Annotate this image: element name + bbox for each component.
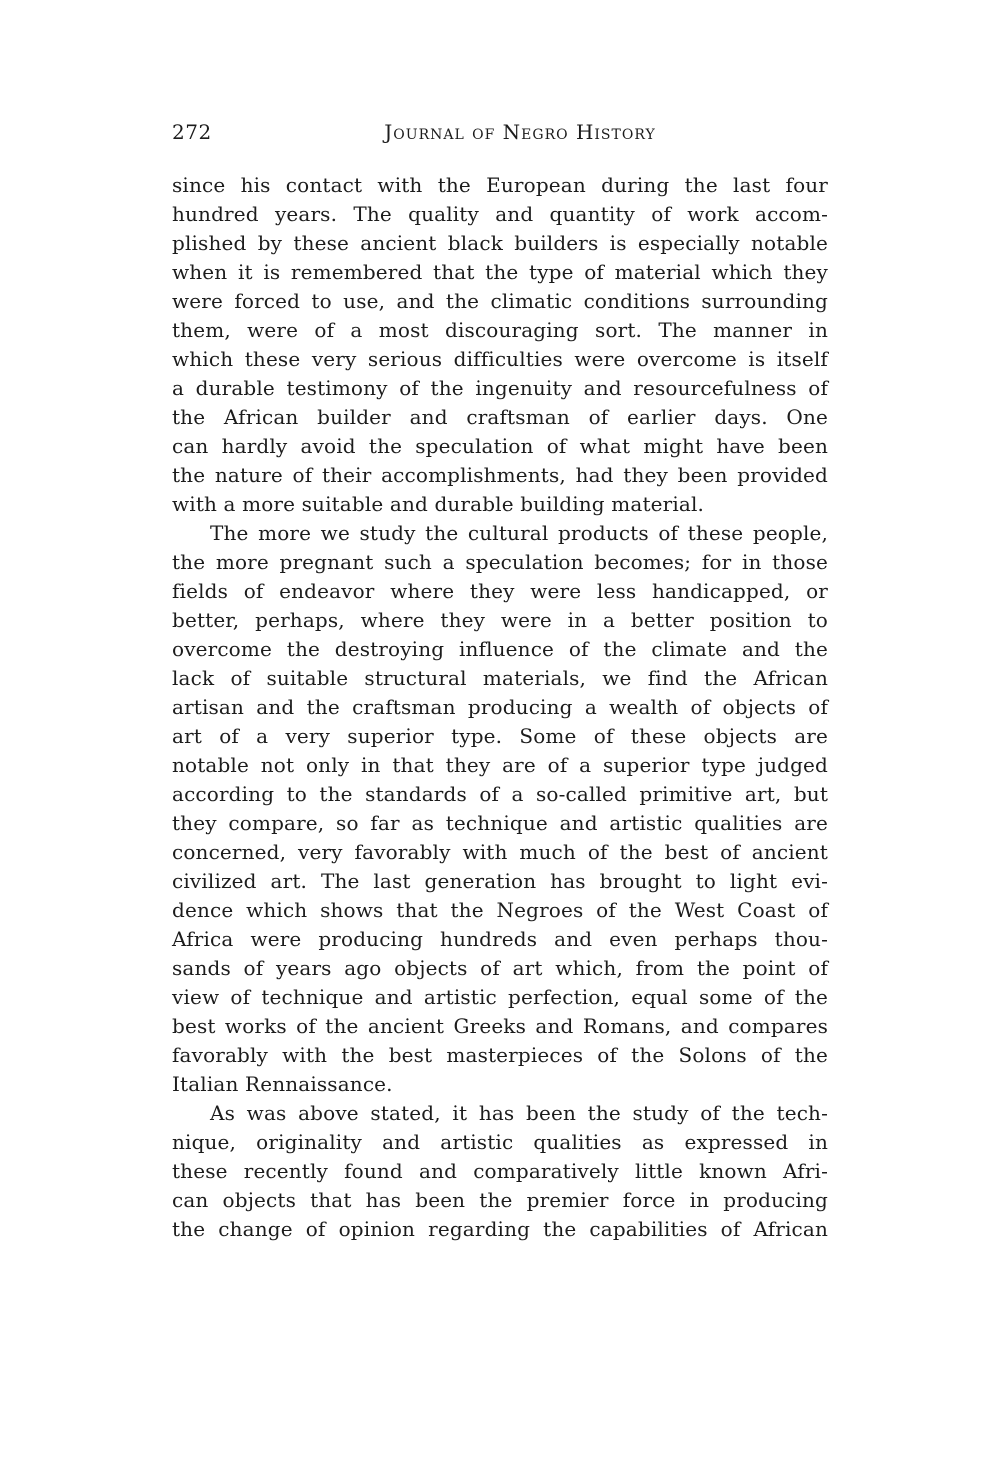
text-line: hundred years. The quality and quantity of work accom- <box>172 202 828 226</box>
text-line: sands of years ago objects of art which, from the point of <box>172 956 828 980</box>
text-line: plished by these ancient black builders is especially notable <box>172 231 828 255</box>
text-line: can hardly avoid the speculation of what might have been <box>172 434 828 458</box>
text-line: artisan and the craftsman producing a wealth of objects of <box>172 695 828 719</box>
text-line: Italian Rennaissance. <box>172 1072 393 1096</box>
paragraph-1 <box>172 171 828 519</box>
text-line: according to the standards of a so-called primitive art, but <box>172 782 828 806</box>
paragraph-3 <box>172 1099 828 1244</box>
text-line: a durable testimony of the ingenuity and resourcefulness of <box>172 376 828 400</box>
text-line: best works of the ancient Greeks and Romans, and compares <box>172 1014 828 1038</box>
page-header <box>172 120 828 152</box>
text-line: concerned, very favorably with much of the best of ancient <box>172 840 828 864</box>
text-line: Africa were producing hundreds and even perhaps thou- <box>172 927 828 951</box>
text-line: the change of opinion regarding the capabilities of African <box>172 1217 828 1241</box>
text-line: they compare, so far as technique and artistic qualities are <box>172 811 828 835</box>
text-line: were forced to use, and the climatic conditions surrounding <box>172 289 828 313</box>
text-line: fields of endeavor where they were less handicapped, or <box>172 579 828 603</box>
text-line: notable not only in that they are of a superior type judged <box>172 753 828 777</box>
text-line: overcome the destroying influence of the climate and the <box>172 637 828 661</box>
page-number: 272 <box>172 120 212 144</box>
paragraph-2 <box>172 519 828 1099</box>
running-title: Journal of Negro History <box>384 120 656 144</box>
text-line: favorably with the best masterpieces of the Solons of the <box>172 1043 828 1067</box>
text-line: since his contact with the European during the last four <box>172 173 828 197</box>
text-line: nique, originality and artistic qualities as expressed in <box>172 1130 828 1154</box>
text-line: As was above stated, it has been the study of the tech- <box>210 1101 828 1125</box>
text-line: the African builder and craftsman of earlier days. One <box>172 405 828 429</box>
text-line: better, perhaps, where they were in a better position to <box>172 608 828 632</box>
text-line: The more we study the cultural products of these people, <box>210 521 828 545</box>
text-line: with a more suitable and durable building material. <box>172 492 705 516</box>
text-line: when it is remembered that the type of material which they <box>172 260 828 284</box>
text-line: the nature of their accomplishments, had they been provided <box>172 463 828 487</box>
text-line: can objects that has been the premier force in producing <box>172 1188 828 1212</box>
text-line: dence which shows that the Negroes of the West Coast of <box>172 898 828 922</box>
text-line: lack of suitable structural materials, we find the African <box>172 666 828 690</box>
text-line: view of technique and artistic perfection, equal some of the <box>172 985 828 1009</box>
text-line: these recently found and comparatively little known Afri- <box>172 1159 828 1183</box>
text-line: them, were of a most discouraging sort. The manner in <box>172 318 828 342</box>
text-line: which these very serious difficulties were overcome is itself <box>172 347 828 371</box>
text-line: the more pregnant such a speculation becomes; for in those <box>172 550 828 574</box>
text-line: civilized art. The last generation has brought to light evi- <box>172 869 828 893</box>
text-line: art of a very superior type. Some of these objects are <box>172 724 828 748</box>
body-text <box>172 171 828 1244</box>
